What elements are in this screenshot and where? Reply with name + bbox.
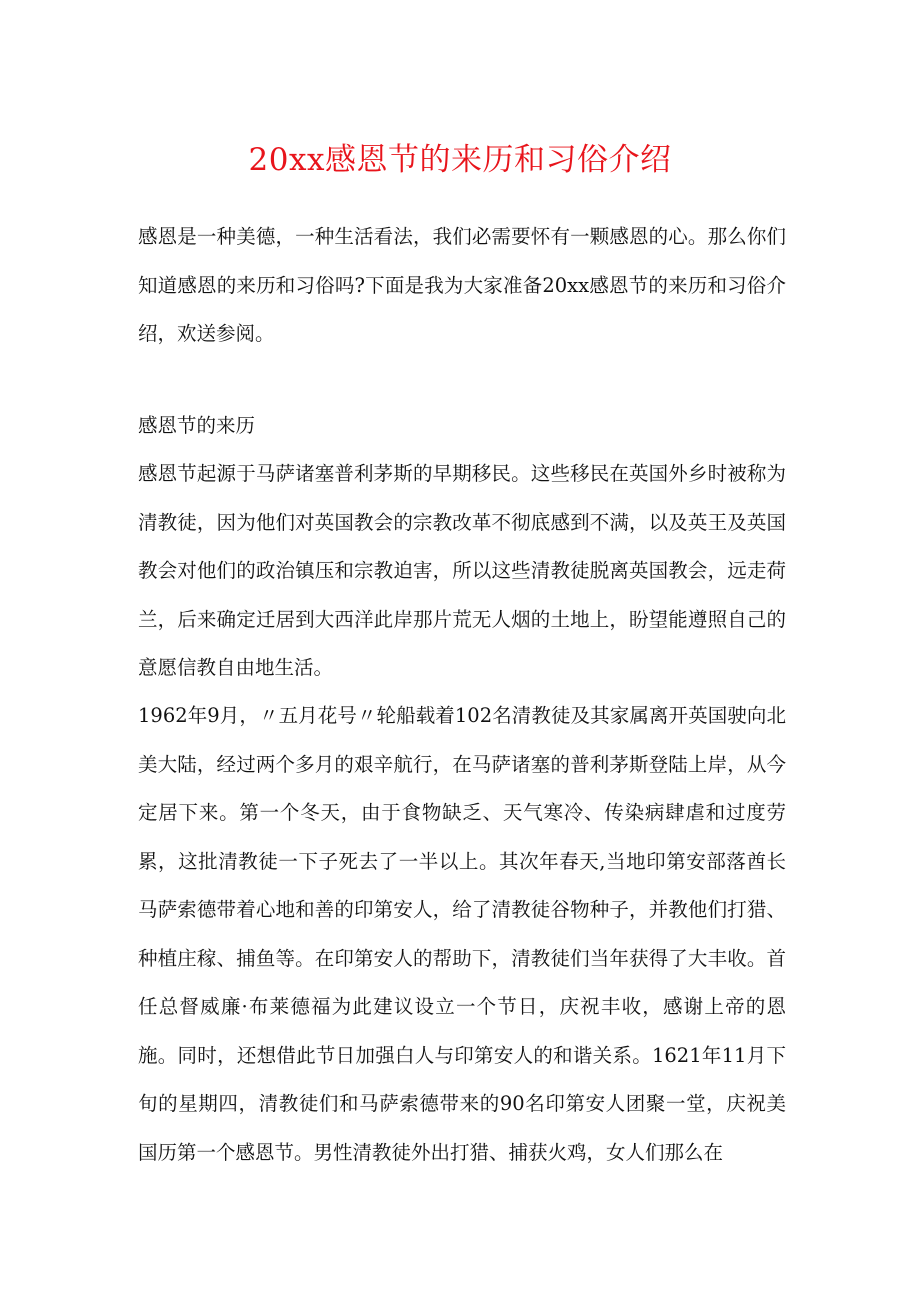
section-heading: 感恩节的来历 bbox=[138, 414, 256, 437]
body-paragraph-origin: 感恩节起源于马萨诸塞普利茅斯的早期移民。这些移民在英国外乡时被称为清教徒，因为他们对英国教会的宗教改革不彻底感到不满，以及英王及英国教会对他们的政治镇压和宗教迫害，所以这些清教徒脱离英国教会，远走荷兰，后来确定迁居到大西洋此岸那片荒无人烟的土地上，盼望能遵照自己的意愿信教自由地生活。 bbox=[138, 462, 786, 679]
body-paragraph-history: 1962年9月，〃五月花号〃轮船载着102名清教徒及其家属离开英国驶向北美大陆，经过两个多月的艰辛航行，在马萨诸塞的普利茅斯登陆上岸，从今定居下来。第一个冬天，由于食物缺乏、天气寒冷、传染病肆虐和过度劳累，这批清教徒一下子死去了一半以上。其次年春天,当地印第安部落酋长马萨索德带着心地和善的印第安人，给了清教徒谷物种子，并教他们打猎、种植庄稼、捕鱼等。在印第安人的帮助下，清教徒们当年获得了大丰收。首任总督威廉·布莱德福为此建议设立一个节日，庆祝丰收，感谢上帝的恩施。同时，还想借此节日加强白人与印第安人的和谐关系。1621年11月下旬的星期四，清教徒们和马萨索德带来的90名印第安人团聚一堂，庆祝美国历第一个感恩节。男性清教徒外出打猎、捕获火鸡，女人们那么在 bbox=[138, 704, 786, 1164]
document-title: 20xx感恩节的来历和习俗介绍 bbox=[248, 142, 672, 178]
intro-paragraph: 感恩是一种美德，一种生活看法，我们必需要怀有一颗感恩的心。那么你们知道感恩的来历和习俗吗?下面是我为大家准备20xx感恩节的来历和习俗介绍，欢送参阅。 bbox=[138, 225, 786, 345]
